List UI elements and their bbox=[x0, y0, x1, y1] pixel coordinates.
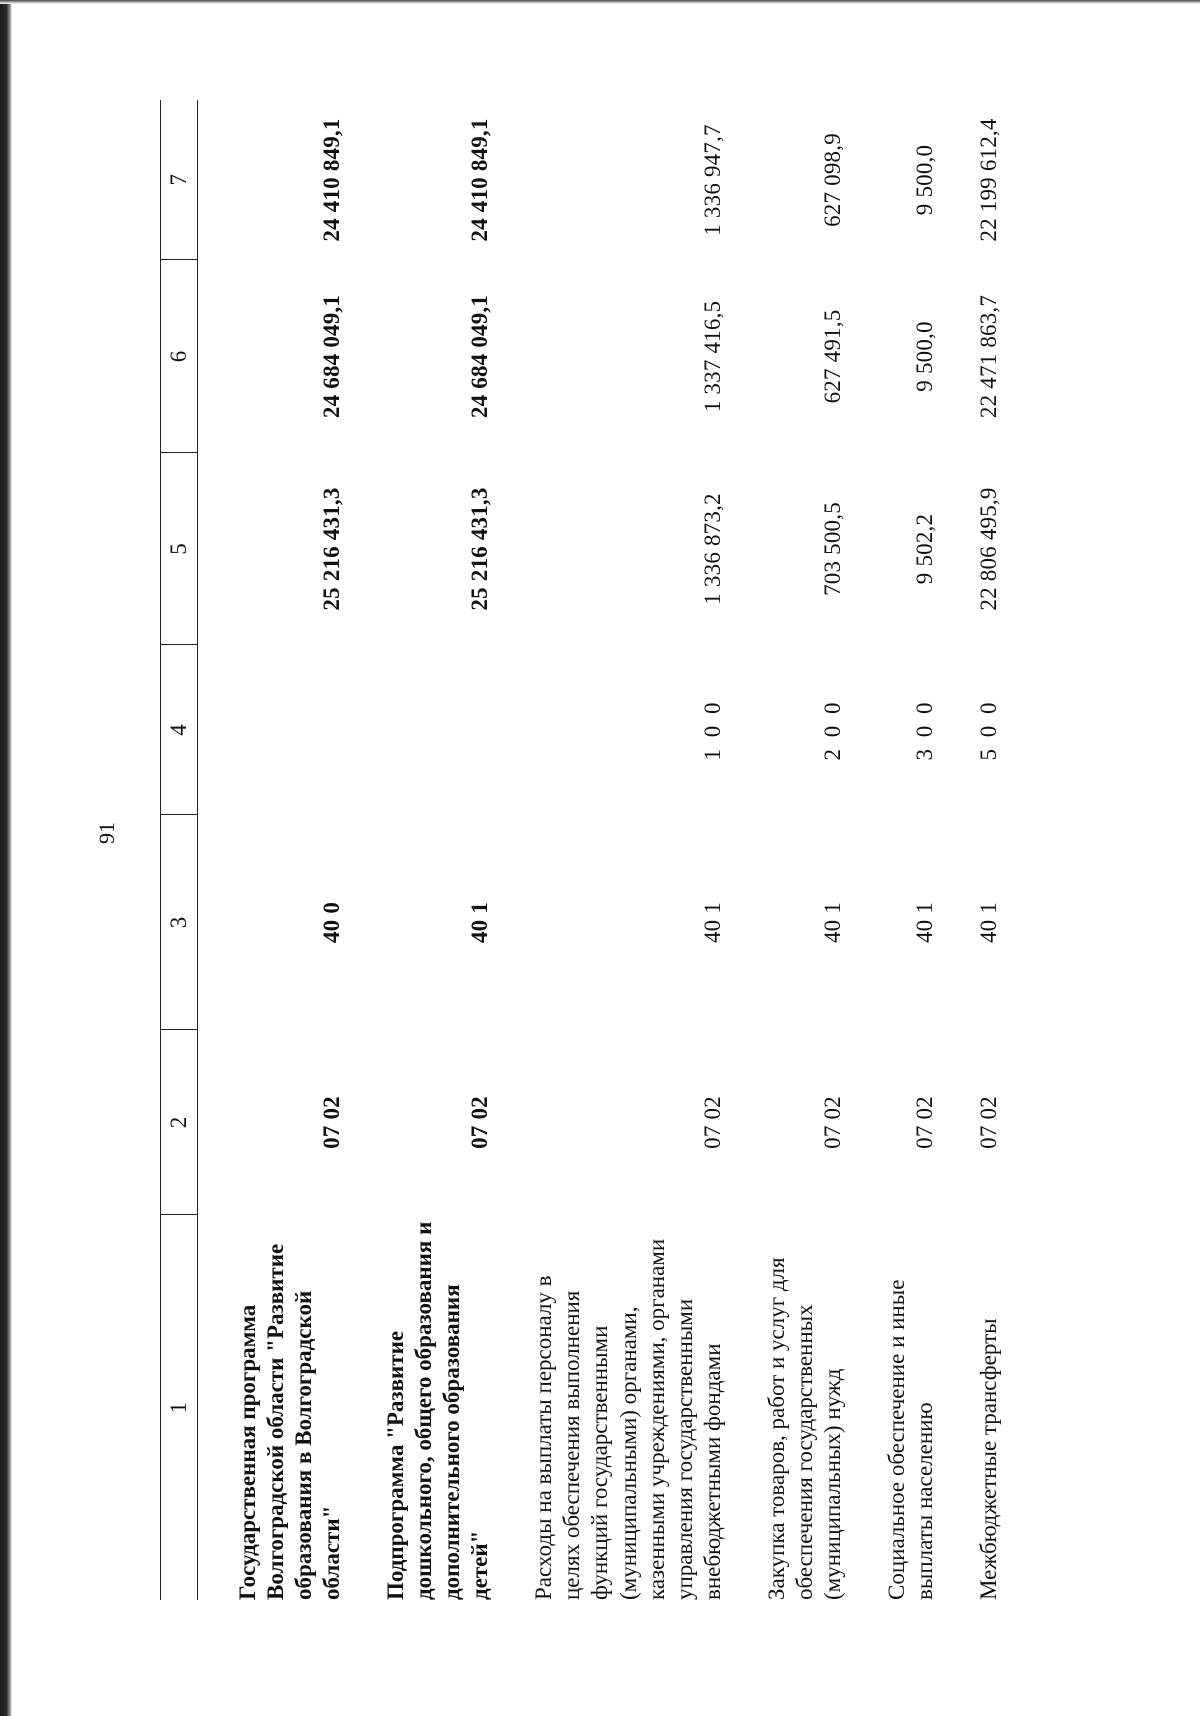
row-name: Подпрограмма "Развитие дошкольного, общего образования и дополнительного образования детей" bbox=[383, 1221, 493, 1600]
row-value-6: 627 491,5 bbox=[819, 309, 845, 404]
row-program: 40 1 bbox=[819, 901, 845, 944]
budget-table bbox=[160, 100, 1003, 1600]
row-name: Закупка товаров, работ и услуг для обеспечения государственных (муниципальных) нужд bbox=[763, 1257, 845, 1600]
row-value-7: 22 199 612,4 bbox=[975, 118, 1001, 242]
spacer-row bbox=[939, 100, 975, 1600]
header-col-4: 4 bbox=[161, 645, 198, 815]
spacer-row bbox=[346, 100, 382, 1600]
row-section: 07 02 bbox=[975, 1096, 1001, 1149]
row-value-5: 22 806 495,9 bbox=[975, 487, 1001, 611]
row-expense-type: 3 0 0 bbox=[911, 699, 937, 761]
budget-sheet bbox=[160, 100, 1120, 1600]
header-col-3: 3 bbox=[161, 815, 198, 1030]
spacer-row bbox=[198, 100, 235, 1600]
row-value-7: 1 336 947,7 bbox=[699, 124, 725, 236]
row-program: 40 1 bbox=[467, 901, 493, 944]
row-value-6: 1 337 416,5 bbox=[699, 300, 725, 413]
header-col-7: 7 bbox=[161, 100, 198, 260]
row-expense-type bbox=[382, 645, 494, 815]
row-value-6: 24 684 049,1 bbox=[467, 294, 493, 419]
row-value-5: 1 336 873,2 bbox=[699, 493, 725, 605]
row-value-5: 703 500,5 bbox=[819, 502, 845, 596]
header-col-2: 2 bbox=[161, 1030, 198, 1215]
row-expense-type: 1 0 0 bbox=[699, 699, 725, 761]
header-col-5: 5 bbox=[161, 453, 198, 645]
row-value-7: 627 098,9 bbox=[819, 133, 845, 227]
row-expense-type: 2 0 0 bbox=[819, 699, 845, 761]
spacer-row bbox=[727, 100, 763, 1600]
row-program: 40 0 bbox=[319, 901, 345, 944]
row-value-6: 22 471 863,7 bbox=[975, 294, 1001, 419]
spacer-row bbox=[494, 100, 530, 1600]
row-name: Межбюджетные трансферты bbox=[975, 1318, 1001, 1600]
row-section: 07 02 bbox=[467, 1096, 493, 1149]
row-name: Расходы на выплаты персоналу в целях обеспечения выполнения функций государственными (муниципальными) органами, казенными учреждениями, органами управления государственными внебюджетными фондами bbox=[531, 1238, 725, 1600]
row-expense-type bbox=[234, 645, 346, 815]
row-value-6: 24 684 049,1 bbox=[319, 294, 345, 419]
row-name: Государственная программа Волгоградской области "Развитие образования в Волгоградской области" bbox=[235, 1243, 345, 1600]
table-row bbox=[975, 100, 1003, 1600]
row-value-7: 9 500,0 bbox=[911, 144, 937, 216]
row-value-5: 9 502,2 bbox=[911, 513, 937, 585]
row-section: 07 02 bbox=[819, 1096, 845, 1149]
row-section: 07 02 bbox=[699, 1096, 725, 1149]
scan-edge-left bbox=[0, 0, 12, 1716]
page-number: 91 bbox=[94, 822, 119, 844]
row-name: Социальное обеспечение и иные выплаты населению bbox=[883, 1279, 937, 1600]
row-program: 40 1 bbox=[911, 901, 937, 944]
row-section: 07 02 bbox=[319, 1096, 345, 1149]
row-value-7: 24 410 849,1 bbox=[319, 118, 345, 242]
table-row bbox=[530, 100, 726, 1600]
row-section: 07 02 bbox=[911, 1096, 937, 1149]
header-col-6: 6 bbox=[161, 260, 198, 453]
row-value-5: 25 216 431,3 bbox=[467, 487, 493, 611]
row-value-6: 9 500,0 bbox=[911, 321, 937, 392]
row-program: 40 1 bbox=[975, 901, 1001, 944]
table-row bbox=[763, 100, 847, 1600]
spacer-row bbox=[847, 100, 883, 1600]
scan-edge-top bbox=[0, 0, 1200, 4]
row-value-5: 25 216 431,3 bbox=[319, 487, 345, 611]
row-expense-type: 5 0 0 bbox=[975, 699, 1001, 761]
table-row bbox=[382, 100, 494, 1600]
table-row bbox=[234, 100, 346, 1600]
table-row bbox=[883, 100, 939, 1600]
row-program: 40 1 bbox=[699, 901, 725, 944]
row-value-7: 24 410 849,1 bbox=[467, 118, 493, 242]
header-col-1: 1 bbox=[161, 1215, 198, 1600]
header-row bbox=[161, 100, 198, 1600]
